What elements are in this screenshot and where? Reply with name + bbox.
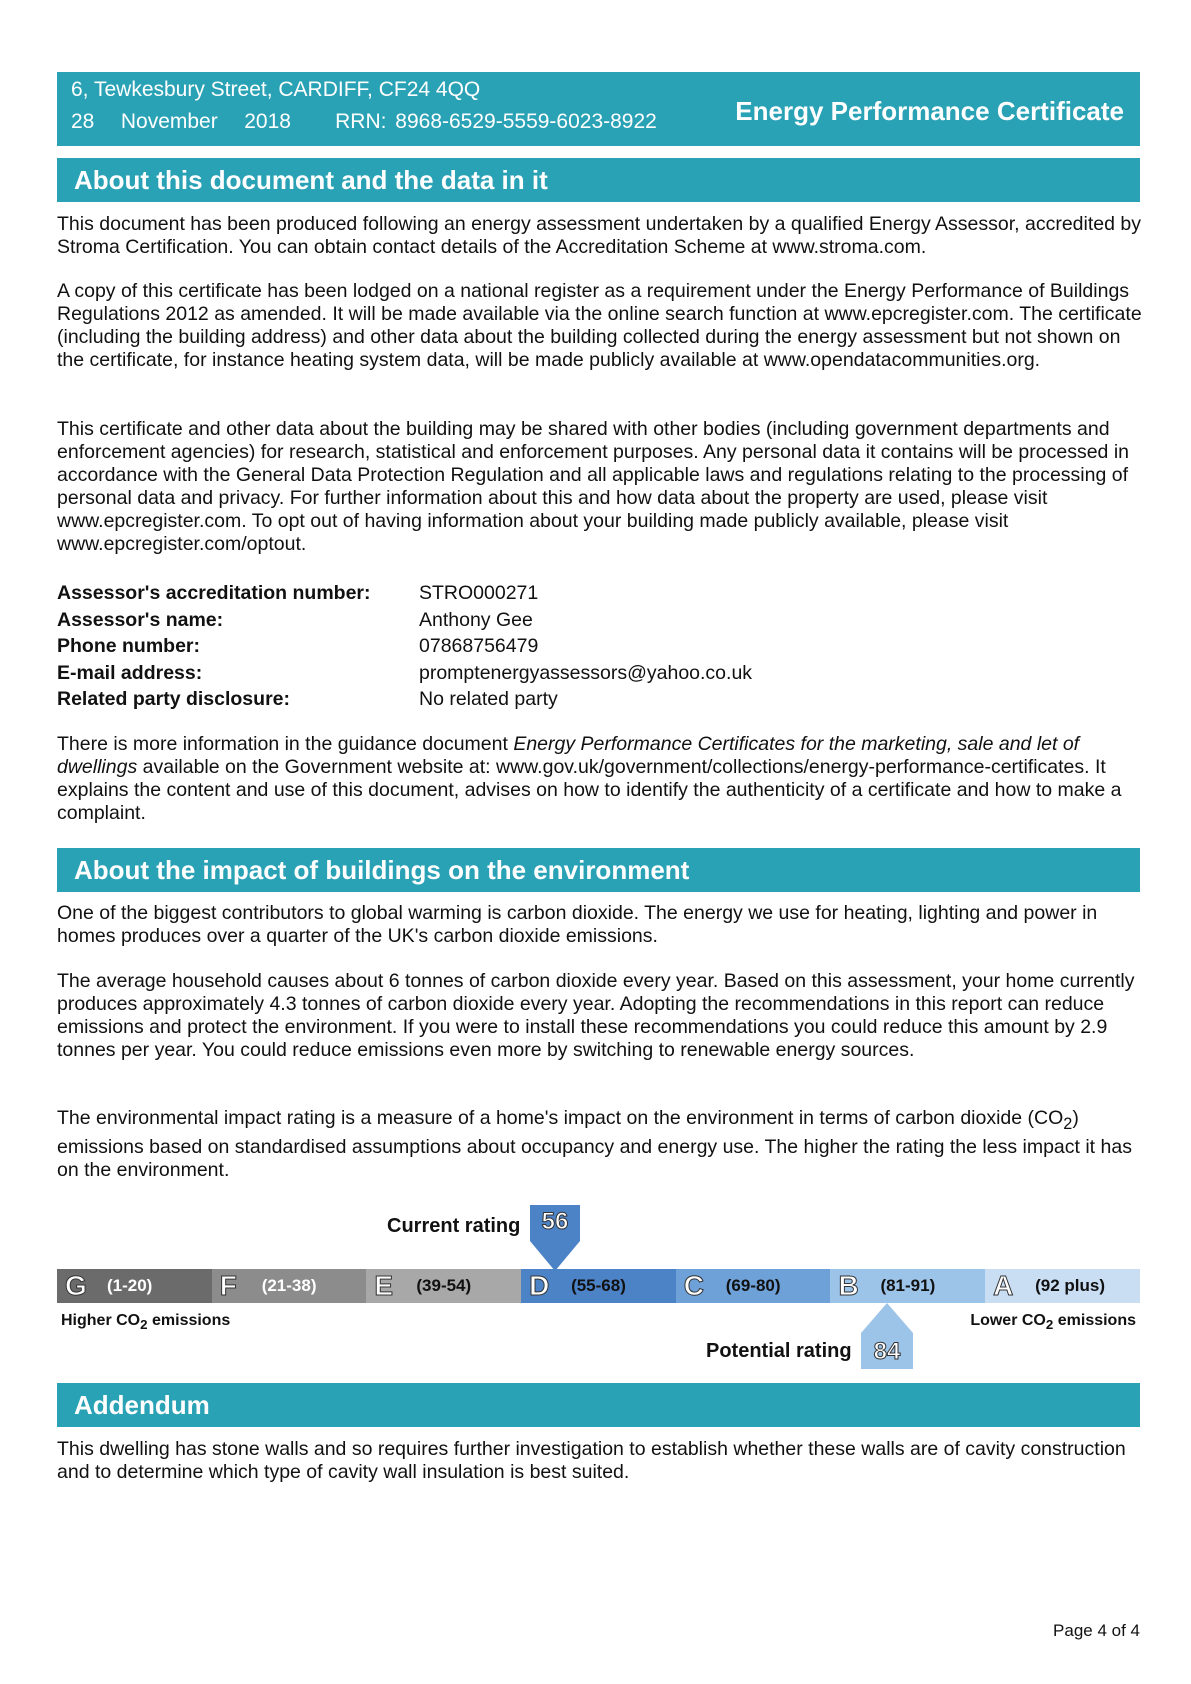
environmental-impact-rating-chart — [57, 1205, 1140, 1365]
impact-text: The environmental impact rating is a measure of a home's impact on the environment in terms of carbon dioxide (CO — [57, 1107, 1064, 1129]
label-text: Higher CO — [61, 1312, 141, 1329]
assessor-row — [57, 660, 752, 687]
impact-paragraph-3 — [57, 1107, 1147, 1182]
section-heading-environment-impact: About the impact of buildings on the environment — [57, 848, 1140, 892]
impact-paragraph-1: One of the biggest contributors to global warming is carbon dioxide. The energy we use for heating, lighting and power in homes produces over a quarter of the UK's carbon dioxide emissions. — [57, 902, 1098, 947]
guidance-paragraph — [57, 733, 1147, 825]
about-doc-paragraph-1: This document has been produced following an energy assessment undertaken by a qualified Energy Assessor, accredited by Stroma Certification. You can obtain contact details of the Accreditation Scheme at www.stroma.com. — [57, 213, 1141, 258]
section-heading-about-document: About this document and the data in it — [57, 158, 1140, 202]
certificate-header — [57, 72, 1140, 146]
assessor-label: E-mail address: — [57, 661, 203, 684]
assessor-row — [57, 607, 752, 634]
assessor-value: STRO000271 — [419, 582, 539, 604]
band-letter: D — [529, 1270, 550, 1301]
label-text: emissions — [147, 1312, 231, 1329]
rating-band-d — [521, 1269, 676, 1303]
impact-text: ) emissions based on standardised assumptions about occupancy and energy use. The higher the rating the less impact it has on the environment. — [57, 1107, 1132, 1181]
current-rating-value: 56 — [541, 1208, 569, 1235]
band-range: (92 plus) — [1035, 1276, 1106, 1295]
assessor-value: Anthony Gee — [419, 608, 533, 631]
guidance-text: available on the Government website at: www.gov.uk/government/collections/energy-performance-certificates. It explains the content and use of this document, advises on how to identify the authenticity of a certificate and how to make a complaint. — [57, 756, 1122, 824]
band-range: (1-20) — [107, 1276, 153, 1295]
property-address: 6, Tewkesbury Street, CARDIFF, CF24 4QQ — [71, 78, 481, 101]
about-doc-paragraph-2: A copy of this certificate has been lodged on a national register as a requirement under the Energy Performance of Buildings Regulations 2012 as amended. It will be made available via the online search function at www.epcregister.com. The certificate (including the building address) and other data about the building collected during the energy assessment but not shown on the certificate, for instance heating system data, will be made publicly available at www.opendatacommunities.org. — [57, 280, 1142, 371]
rating-band-e — [366, 1269, 521, 1303]
section-heading-addendum: Addendum — [57, 1383, 1140, 1427]
current-rating-arrow-icon — [530, 1241, 580, 1271]
band-range: (55-68) — [571, 1276, 626, 1295]
subscript: 2 — [140, 1317, 148, 1333]
assessor-label: Assessor's name: — [57, 608, 224, 631]
assessor-label: Phone number: — [57, 635, 201, 657]
certificate-title: Energy Performance Certificate — [735, 96, 1124, 126]
assessor-row — [57, 633, 752, 660]
impact-paragraph-2: The average household causes about 6 tonnes of carbon dioxide every year. Based on this assessment, your home currently produces approximately 4.3 tonnes of carbon dioxide every year. Adopting the recommendations in this report can reduce emissions and protect the environment. If you were to install these recommendations you could reduce this amount by 2.9 tonnes per year. You could reduce emissions even more by switching to renewable energy sources. — [57, 970, 1135, 1061]
band-letter: C — [683, 1270, 704, 1301]
potential-rating-label: Potential rating — [706, 1340, 852, 1362]
band-letter: F — [219, 1270, 237, 1301]
potential-rating-arrow-icon — [861, 1303, 913, 1333]
assessor-label: Assessor's accreditation number: — [57, 582, 371, 604]
band-range: (69-80) — [725, 1276, 781, 1295]
band-range: (81-91) — [880, 1276, 936, 1295]
rating-bands — [57, 1269, 1140, 1303]
page-number: Page 4 of 4 — [1053, 1621, 1140, 1640]
rating-band-f — [212, 1269, 367, 1303]
band-letter: B — [838, 1270, 859, 1301]
assessor-value: 07868756479 — [419, 635, 539, 657]
current-rating-label: Current rating — [387, 1215, 521, 1237]
rating-band-g — [57, 1269, 212, 1303]
rating-band-a — [985, 1269, 1140, 1303]
assessor-row — [57, 686, 752, 713]
band-letter: E — [374, 1270, 394, 1301]
potential-rating-value: 84 — [873, 1338, 901, 1365]
band-range: (21-38) — [261, 1276, 317, 1295]
assessor-label: Related party disclosure: — [57, 688, 290, 710]
rating-band-c — [676, 1269, 831, 1303]
addendum-paragraph: This dwelling has stone walls and so requires further investigation to establish whether these walls are of cavity construction and to determine which type of cavity wall insulation is best suited. — [57, 1438, 1126, 1483]
assessor-value: No related party — [419, 688, 558, 710]
label-text: Lower CO — [970, 1312, 1046, 1329]
about-doc-paragraph-3: This certificate and other data about the building may be shared with other bodies (including government departments and enforcement agencies) for research, statistical and enforcement purposes. Any personal data it contains will be processed in accordance with the General Data Protection Regulation and all applicable laws and regulations relating to the processing of personal data and privacy. For further information about this and how data about the property are used, please visit www.epcregister.com. To opt out of having information about your building made publicly available, please visit www.epcregister.com/optout. — [57, 418, 1129, 555]
rating-band-b — [830, 1269, 985, 1303]
subscript: 2 — [1063, 1114, 1073, 1133]
band-letter: A — [993, 1270, 1014, 1301]
band-range: (39-54) — [416, 1276, 472, 1295]
guidance-text: There is more information in the guidance document — [57, 733, 514, 755]
lower-emissions-label — [970, 1312, 1136, 1332]
label-text: emissions — [1053, 1312, 1136, 1329]
subscript: 2 — [1045, 1317, 1054, 1333]
assessor-value: promptenergyassessors@yahoo.co.uk — [419, 661, 753, 684]
assessor-details — [57, 580, 752, 713]
guidance-title: Energy Performance Certificates for the marketing, sale and let of dwellings — [57, 733, 1080, 778]
higher-emissions-label — [61, 1312, 230, 1332]
band-letter: G — [65, 1270, 87, 1301]
assessor-row — [57, 580, 752, 607]
date-and-rrn: 28 November 2018 RRN: 8968-6529-5559-6023-8922 — [71, 110, 657, 133]
